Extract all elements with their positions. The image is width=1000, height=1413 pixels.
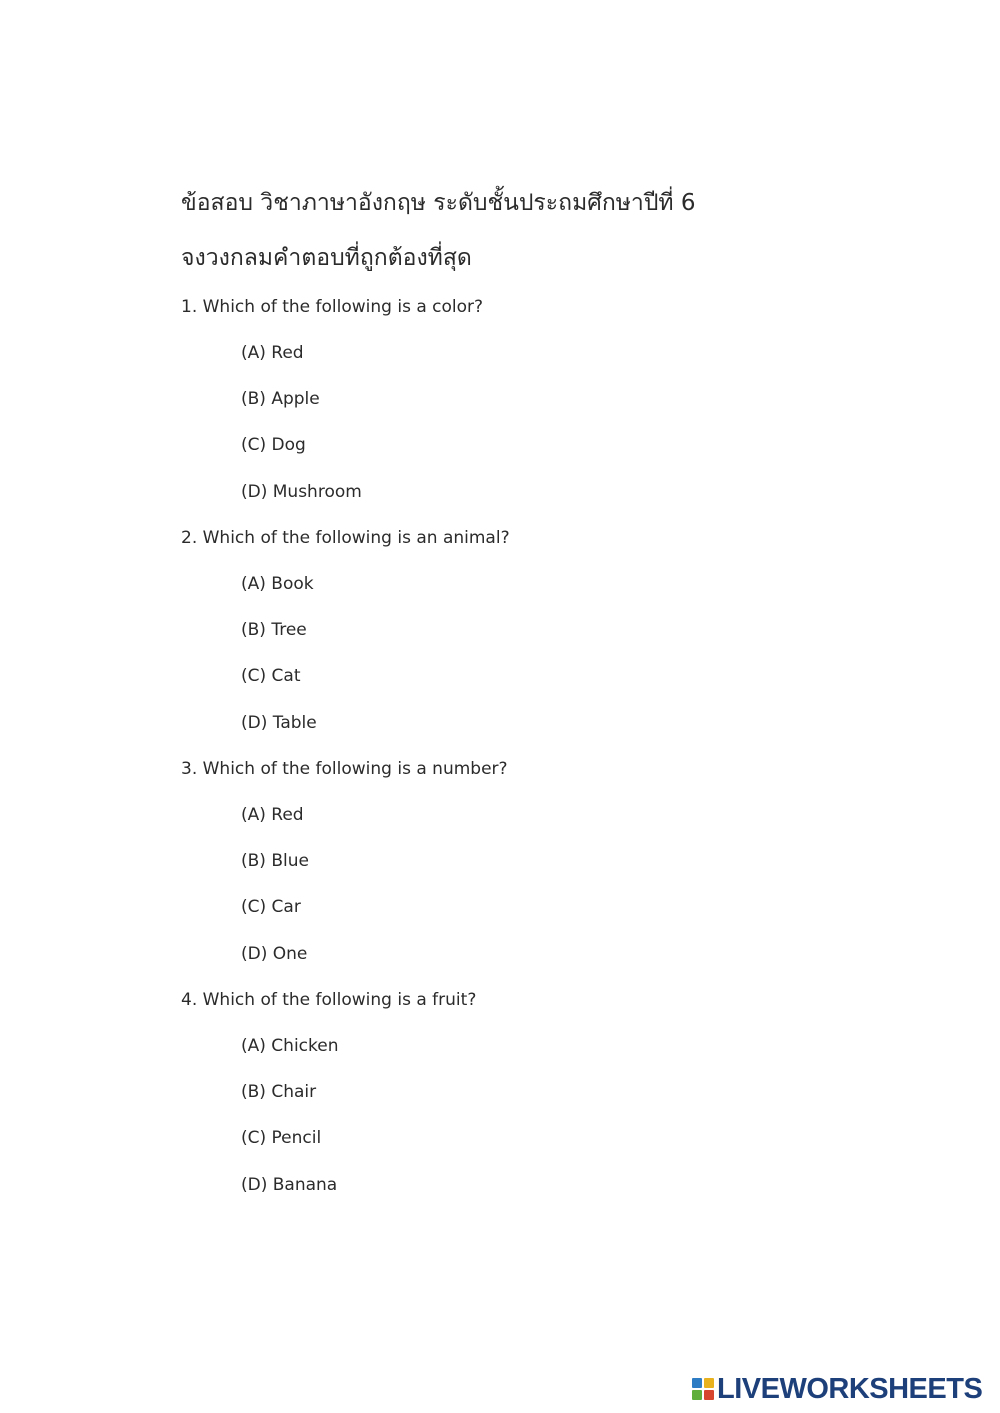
instruction-text: จงวงกลมคำตอบที่ถูกต้องที่สุด — [181, 245, 472, 271]
q4-option-d[interactable]: (D) Banana — [241, 1175, 338, 1195]
q2-option-b[interactable]: (B) Tree — [241, 620, 307, 640]
q1-option-b[interactable]: (B) Apple — [241, 389, 320, 409]
q4-option-a[interactable]: (A) Chicken — [241, 1036, 339, 1056]
q3-option-b[interactable]: (B) Blue — [241, 851, 309, 871]
liveworksheets-logo-icon — [692, 1378, 714, 1400]
q3-option-d[interactable]: (D) One — [241, 944, 308, 964]
question-2: 2. Which of the following is an animal? — [181, 528, 510, 548]
q4-option-c[interactable]: (C) Pencil — [241, 1128, 322, 1148]
q1-option-a[interactable]: (A) Red — [241, 343, 304, 363]
q3-option-c[interactable]: (C) Car — [241, 897, 301, 917]
liveworksheets-logo[interactable] — [692, 1374, 982, 1404]
q2-option-a[interactable]: (A) Book — [241, 574, 314, 594]
logo-text: LIVEWORKSHEETS — [717, 1373, 983, 1405]
q1-option-c[interactable]: (C) Dog — [241, 435, 306, 455]
question-4: 4. Which of the following is a fruit? — [181, 990, 477, 1010]
q3-option-a[interactable]: (A) Red — [241, 805, 304, 825]
q2-option-d[interactable]: (D) Table — [241, 713, 317, 733]
q1-option-d[interactable]: (D) Mushroom — [241, 482, 362, 502]
q2-option-c[interactable]: (C) Cat — [241, 666, 301, 686]
q4-option-b[interactable]: (B) Chair — [241, 1082, 317, 1102]
question-1: 1. Which of the following is a color? — [181, 297, 484, 317]
question-3: 3. Which of the following is a number? — [181, 759, 508, 779]
page-title: ข้อสอบ วิชาภาษาอังกฤษ ระดับชั้นประถมศึกษาปีที่ 6 — [181, 190, 696, 216]
